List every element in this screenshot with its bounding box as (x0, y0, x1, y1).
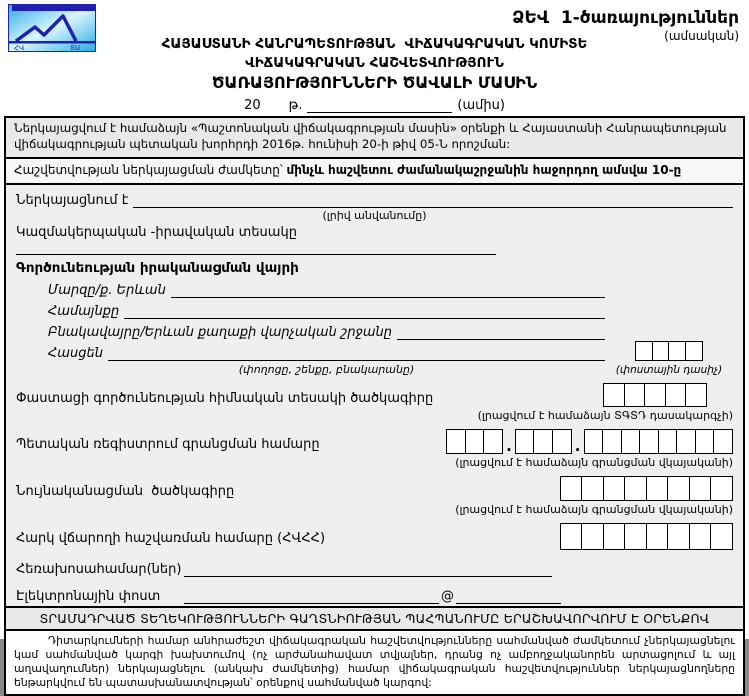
identification-code-cells (560, 476, 734, 501)
code-cell[interactable] (713, 429, 733, 454)
identification-code-block (455, 476, 733, 516)
submitter-label: Ներկայացնում է (16, 192, 129, 208)
at-symbol: @ (441, 588, 454, 604)
code-cell[interactable] (552, 429, 572, 454)
org-type-row (16, 225, 733, 255)
phone-label: Հեռախոսահամար(ներ) (16, 561, 182, 577)
settlement-label: Բնակավայրը/Երևան քաղաքի վարչական շրջանը (48, 324, 392, 340)
committee-title: ՀԱՅԱՍՏԱՆԻ ՀԱՆՐԱՊԵՏՈՒԹՅԱՆ ՎԻՃԱԿԱԳՐԱԿԱՆ ԿՈՄԻՏԵ (161, 36, 588, 52)
code-cell[interactable] (603, 476, 626, 501)
svg-text:ՏԱ: ՏԱ (70, 44, 81, 52)
code-cell[interactable] (646, 523, 669, 550)
confidentiality-band: ՏՐԱՄԱԴՐՎԱԾ ՏԵՂԵԿՈՒԹՅՈՒՆՆԵՐԻ ԳԱՂՏՆԻՈՒԹՅԱՆ ՊԱՀՊԱՆՈՒՄԸ ԵՐԱՇԽԱՎՈՐՎՈՒՄ Է ՕՐԵՆՔՈՎ (6, 606, 743, 631)
email-local-input-line[interactable] (184, 590, 439, 604)
code-cell-group (584, 429, 734, 454)
legal-basis-box (6, 118, 743, 159)
registration-number-label: Պետական ռեգիստրում գրանցման համարը (16, 436, 320, 452)
tin-block (560, 523, 734, 550)
form-main-area (6, 185, 743, 606)
form-number-title: ՁԵՎ 1-ծառայություններ (512, 8, 739, 28)
legal-basis-text: Ներկայացվում է համաձայն «Պաշտոնական վիճակագրության մասին» օրենքի և Հայաստանի Հանրապետության վիճակագրության պետական խորհրդի 2016թ. հունիսի 20-ի թիվ 05-Ն որոշման: (14, 121, 727, 151)
code-cell[interactable] (624, 476, 647, 501)
activity-code-cells (603, 383, 707, 407)
location-section (16, 277, 733, 376)
registration-number-cells (446, 429, 733, 454)
location-section-title: Գործունեության իրականացման վայրի (16, 259, 299, 276)
code-cell[interactable] (710, 476, 733, 501)
activity-code-hint: (լրացվում է համաձայն ՏԳՏԴ դասակարգչի) (477, 408, 733, 422)
address-label: Հասցեն (48, 345, 103, 361)
code-cell[interactable] (635, 341, 653, 361)
form-periodicity: (ամսական) (664, 29, 739, 43)
code-cell[interactable] (646, 476, 669, 501)
submitter-row (16, 193, 733, 208)
report-subject-title: ԾԱՌԱՅՈՒԹՅՈՒՆՆԵՐԻ ԾԱՎԱԼԻ ՄԱՍԻՆ (211, 73, 538, 92)
liability-warning (6, 631, 743, 694)
org-type-input-line[interactable] (16, 242, 496, 255)
submitter-hint: (լրիվ անվանումը) (322, 208, 427, 222)
code-cell[interactable] (689, 523, 712, 550)
postal-code-hint: (փոստային դասիչ) (615, 363, 723, 376)
code-cell-group (635, 341, 703, 361)
community-input-line[interactable] (124, 305, 605, 319)
code-cell[interactable] (710, 523, 733, 550)
code-cell[interactable] (602, 429, 622, 454)
code-cell[interactable] (603, 523, 626, 550)
submitter-input-line[interactable] (133, 194, 733, 208)
tin-cells (560, 523, 734, 550)
code-cell[interactable] (667, 476, 690, 501)
tin-label: Հարկ վճարողի հաշվառման համարը (ՀՎՀՀ) (16, 530, 326, 546)
month-input-line[interactable] (307, 99, 452, 113)
region-row (48, 277, 605, 298)
report-period-row (0, 96, 749, 113)
code-cell[interactable] (685, 341, 703, 361)
code-cell-group (515, 429, 572, 454)
code-cell[interactable] (658, 429, 678, 454)
code-cell[interactable] (483, 429, 503, 454)
code-cell[interactable] (624, 383, 646, 407)
code-cell[interactable] (515, 429, 535, 454)
activity-code-label: Փաստացի գործունեության հիմնական տեսակի ծածկագիրը (16, 390, 434, 406)
location-rows (16, 277, 605, 376)
code-cell[interactable] (446, 429, 466, 454)
postal-code-block (605, 277, 733, 376)
code-cell[interactable] (560, 523, 583, 550)
code-cell-group (603, 383, 707, 407)
code-cell-group (560, 476, 734, 501)
form-frame (4, 116, 745, 696)
svg-text:ՀՎ: ՀՎ (14, 44, 25, 52)
code-cell[interactable] (639, 429, 659, 454)
code-cell[interactable] (533, 429, 553, 454)
code-cell[interactable] (685, 383, 707, 407)
deadline-label: Հաշվետվության ներկայացման ժամկետը՝ (14, 162, 287, 177)
postal-code-cells (635, 341, 703, 361)
registration-number-block (446, 429, 733, 469)
community-label: Համայնքը (48, 303, 120, 319)
email-row (16, 584, 733, 604)
deadline-value: մինչև հաշվետու ժամանակաշրջանին հաջորդող ամսվա 10-ը (286, 162, 682, 177)
report-type-title: ՎԻՃԱԿԱԳՐԱԿԱՆ ՀԱՇՎԵՏՎՈՒԹՅՈՒՆ (245, 55, 504, 71)
code-cell[interactable] (668, 341, 686, 361)
tin-row (16, 523, 733, 550)
code-cell[interactable] (603, 383, 625, 407)
code-cell[interactable] (624, 523, 647, 550)
code-cell[interactable] (676, 429, 696, 454)
code-cell[interactable] (644, 383, 666, 407)
code-cell[interactable] (689, 476, 712, 501)
year-prefix: 20 (244, 98, 261, 113)
group-separator: . (574, 436, 581, 455)
community-row (48, 298, 605, 319)
phone-input-line[interactable] (184, 563, 552, 577)
email-label: Էլեկտրոնային փոստ (16, 588, 161, 604)
code-cell[interactable] (621, 429, 641, 454)
identification-code-hint: (լրացվում է համաձայն գրանցման վկայականի) (455, 502, 733, 516)
month-hint: (ամիս) (457, 98, 505, 113)
identification-code-label: Նույնականացման ծածկագիրը (16, 483, 235, 499)
code-cell-group (560, 523, 734, 550)
code-cell[interactable] (581, 476, 604, 501)
code-cell[interactable] (667, 523, 690, 550)
registration-number-row (16, 429, 733, 469)
phone-row (16, 557, 733, 577)
liability-warning-text: Դիտարկումների համար անհրաժեշտ վիճակագրական հաշվետվությունները սահմանված ժամկետում չներկայացնելու կամ սահմանված կարգի խախտումով (ոչ արժանահավատ տվյալներ, դրանց ոչ ամբողջականորեն արտացոլում և այլ աղավաղումներ) ներկայացնելու (անկախ ժամկետից) համար վիճակագրական հաշվետվություններ ներկայացնողները ենթարկվում են պատասխանատվության՝ օրենքով սահմանված կարգով: (14, 633, 735, 689)
address-hint: (փողոցը, շենքը, բնակարանը) (238, 362, 415, 376)
code-cell[interactable] (465, 429, 485, 454)
registration-number-hint: (լրացվում է համաձայն գրանցման վկայականի) (455, 455, 733, 469)
code-cell[interactable] (652, 341, 670, 361)
code-cell[interactable] (560, 476, 583, 501)
identification-code-row (16, 476, 733, 516)
region-input-line[interactable] (171, 284, 605, 298)
code-cell[interactable] (665, 383, 687, 407)
code-cell[interactable] (584, 429, 604, 454)
settlement-row (48, 319, 605, 340)
settlement-input-line[interactable] (397, 326, 605, 340)
code-cell[interactable] (581, 523, 604, 550)
title-block (0, 36, 749, 113)
year-suffix: թ. (288, 98, 303, 113)
activity-code-row (16, 383, 733, 422)
group-separator: . (506, 436, 512, 455)
code-cell[interactable] (695, 429, 715, 454)
address-row (48, 340, 605, 361)
activity-code-block (478, 383, 733, 422)
deadline-box (6, 159, 743, 185)
address-input-line[interactable] (108, 347, 605, 361)
email-domain-input-line[interactable] (456, 590, 561, 604)
code-cell-group (446, 429, 503, 454)
region-label: Մարզը/ք. Երևան (48, 282, 166, 298)
org-type-label: Կազմակերպական -իրավական տեսակը (16, 224, 297, 240)
